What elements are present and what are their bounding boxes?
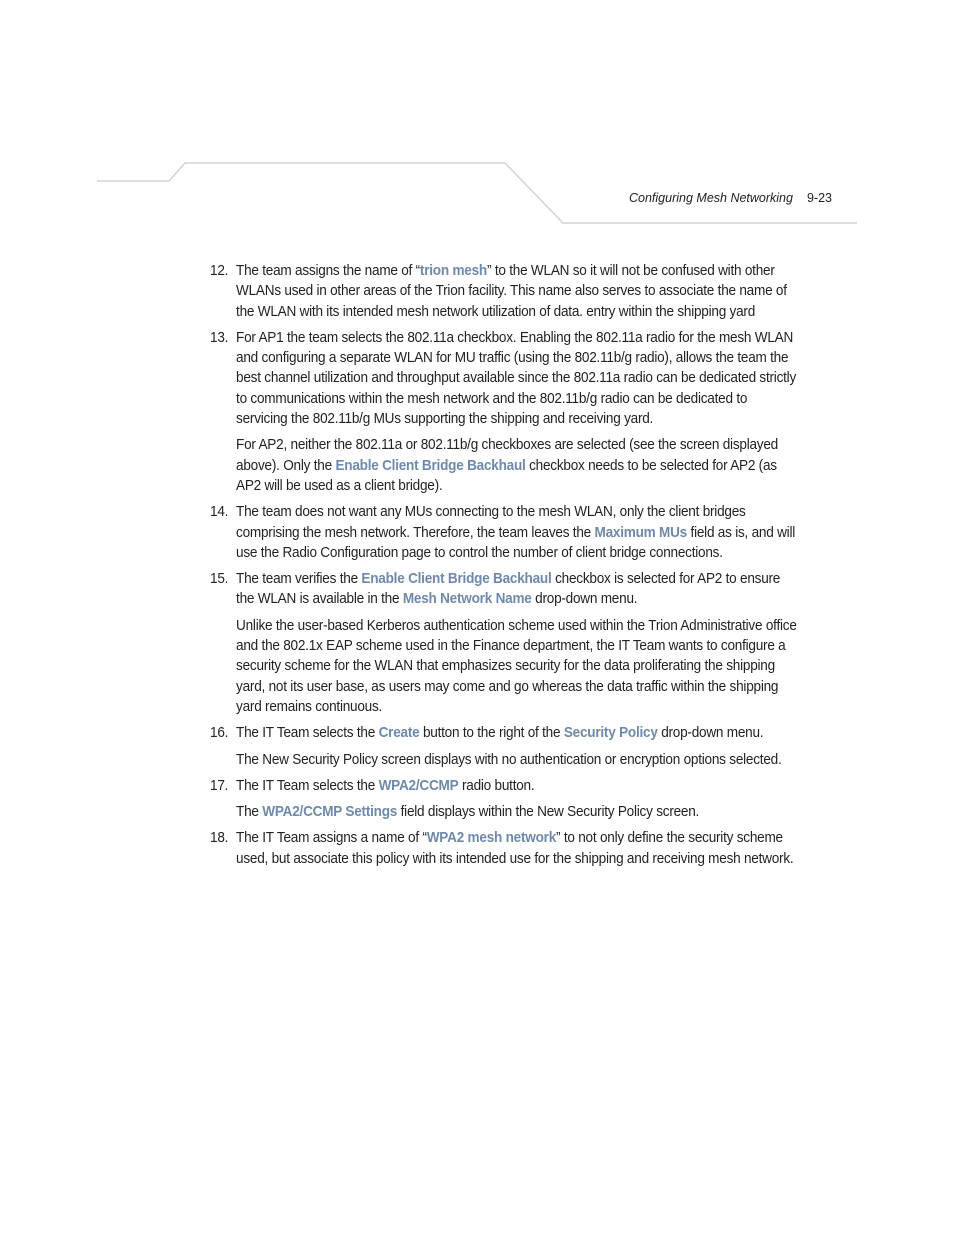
page-number: 9-23 [806, 191, 832, 205]
step-17-note [236, 802, 801, 822]
step-text: For AP1 the team selects the 802.11a checkbox. Enabling the 802.11a radio for the mesh WLAN and configuring a separate WLAN for MU traffic (using the 802.11b/g radio), allows the team the best channel utilization and throughput available since the 802.11a radio can be dedicated strictly to communications within the mesh network and the 802.11b/g radio can be dedicated to servicing the 802.11b/g MUs supporting the shipping and receiving yard. [236, 329, 797, 428]
text-run: ” to the WLAN so it will not be confused with other WLANs used in other areas of the Trion facility. This name also serves to associate the name of the WLAN with its intended mesh network utilization of data. entry within the shipping yard [236, 263, 787, 320]
step-text [236, 828, 801, 869]
text-run: checkbox is selected for AP2 to ensure the WLAN is available in the [236, 571, 781, 608]
step-number: 14. [210, 504, 229, 521]
text-run: button to the right of the [419, 725, 564, 742]
step-17 [210, 776, 801, 796]
step-18 [210, 828, 801, 869]
text-run: checkbox needs to be selected for AP2 (as AP2 will be used as a client bridge). [236, 457, 777, 494]
step-15-note: Unlike the user-based Kerberos authentication scheme used within the Trion Administrative office and the 802.1x EAP scheme used in the Finance department, the IT Team wants to configure a security scheme for the WLAN that emphasizes security for the data proliferating the shipping yard, not its user base, as users may come and go whereas the data traffic within the shipping yard remains continuous. [236, 617, 797, 715]
keyword: WPA2 mesh network [426, 830, 557, 847]
step-number: 18. [210, 830, 229, 847]
keyword: Enable Client Bridge Backhaul [361, 571, 552, 588]
step-text [236, 569, 801, 610]
step-number: 12. [210, 263, 229, 279]
step-text [236, 776, 801, 796]
step-number: 13. [210, 329, 229, 346]
step-15 [210, 569, 801, 610]
step-16 [210, 723, 801, 743]
step-number: 15. [210, 571, 229, 588]
keyword: WPA2/CCMP [378, 777, 459, 794]
step-14 [210, 502, 801, 563]
keyword: Enable Client Bridge Backhaul [335, 457, 526, 474]
step-13-note [236, 435, 801, 496]
text-run: drop-down menu. [531, 591, 638, 608]
text-run: The IT Team assigns a name of “ [236, 830, 427, 847]
text-run: For AP2, neither the 802.11a or 802.11b/g checkboxes are selected (see the screen displayed above). Only the [236, 437, 778, 474]
running-header [629, 191, 832, 205]
text-run: field as is, and will use the Radio Configuration page to control the number of client bridge connections. [236, 524, 796, 561]
step-number: 17. [210, 777, 229, 794]
text-run: The IT Team selects the [236, 725, 379, 742]
page-content [210, 261, 797, 875]
step-16-note: The New Security Policy screen displays with no authentication or encryption options selected. [236, 751, 782, 768]
keyword: Mesh Network Name [402, 591, 532, 608]
keyword: WPA2/CCMP Settings [262, 804, 398, 821]
step-13 [210, 328, 801, 429]
text-run: The IT Team selects the [236, 777, 379, 794]
text-run: The team verifies the [236, 571, 362, 588]
step-number: 16. [210, 725, 229, 742]
text-run: ” to not only define the security scheme used, but associate this policy with its intended use for the shipping and receiving mesh network. [236, 830, 794, 867]
text-run: drop-down menu. [657, 725, 764, 742]
text-run: The team assigns the name of “ [236, 263, 420, 279]
text-run: field displays within the New Security Policy screen. [397, 804, 700, 821]
text-run: The team does not want any MUs connecting to the mesh WLAN, only the client bridges comprising the mesh network. Therefore, the team leaves the [236, 504, 746, 541]
step-text [236, 723, 801, 743]
step-text [236, 261, 801, 322]
keyword: Create [378, 725, 420, 742]
keyword: Maximum MUs [594, 524, 687, 541]
text-run: The [236, 804, 263, 821]
step-12 [210, 261, 801, 322]
chapter-title: Configuring Mesh Networking [629, 191, 793, 205]
text-run: radio button. [458, 777, 535, 794]
keyword: Security Policy [563, 725, 658, 742]
keyword: trion mesh [419, 263, 487, 279]
step-text [236, 502, 801, 563]
